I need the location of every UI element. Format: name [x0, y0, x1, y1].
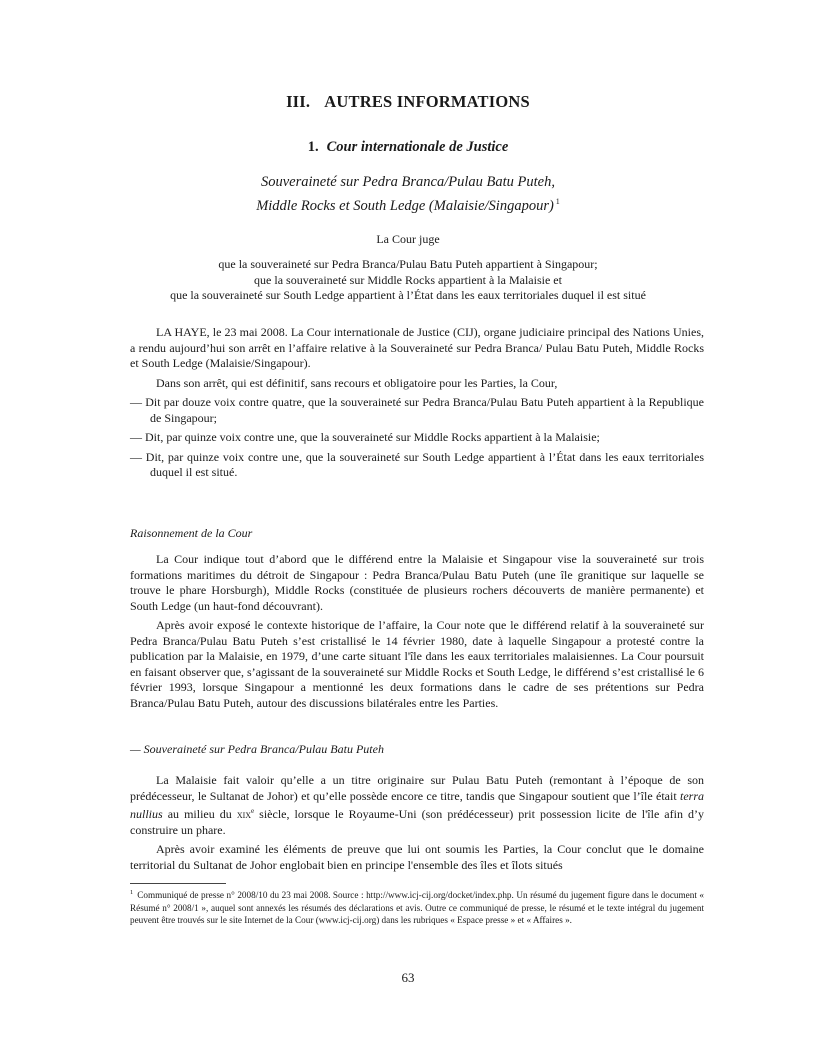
dispositif-list: [130, 395, 704, 481]
section-heading: [0, 139, 816, 156]
dispositif-item: — Dit par douze voix contre quatre, que la souveraineté sur Pedra Branca/Pulau Batu Puteh appartient à la Republique de Singapour;: [130, 395, 704, 425]
section-title: Cour internationale de Justice: [326, 139, 509, 155]
century-suffix: e: [251, 807, 255, 815]
page-number: 63: [401, 970, 415, 985]
case-title: [0, 173, 816, 216]
case-title-line-2: [0, 192, 816, 216]
chapter-heading: [0, 92, 816, 112]
chapter-title: AUTRES INFORMATIONS: [324, 92, 530, 111]
footnote-number: 1: [130, 889, 134, 896]
reasoning-block: [130, 552, 704, 711]
footnote-separator: [130, 883, 226, 884]
intro-block: [130, 325, 704, 481]
holding-line: que la souveraineté sur Middle Rocks appartient à la Malaisie et: [254, 272, 562, 287]
text-run: au milieu du: [162, 807, 237, 821]
chapter-number: III.: [286, 92, 311, 111]
century-numeral: xix: [236, 807, 252, 821]
intro-paragraph: Dans son arrêt, qui est définitif, sans recours et obligatoire pour les Parties, la Cour,: [156, 375, 558, 390]
sovereignty-paragraph: [130, 773, 704, 838]
holding-line: que la souveraineté sur South Ledge appartient à l’État dans les eaux territoriales duquel il est situé: [170, 288, 646, 302]
sovereignty-block: [130, 773, 704, 873]
footnote-text: Communiqué de presse n° 2008/10 du 23 mai 2008. Source : http://www.icj-cij.org/docket/index.php. Un résumé du jugement figure dans le document « Résumé n° 2008/1 », auquel sont annexés les résumés des déclarations et avis. Outre ce communiqué de presse, le résumé et le texte intégral du jugement peuvent être trouvés sur le site Internet de la Cour (www.icj-cij.org) dans les rubriques « Espace presse » et « Affaires ».: [130, 890, 704, 925]
holding-line: que la souveraineté sur Pedra Branca/Pulau Batu Puteh appartient à Singapour;: [218, 257, 598, 271]
sovereignty-paragraph: Après avoir examiné les éléments de preuve que lui ont soumis les Parties, la Cour conclut que le domaine territorial du Sultanat de Johor englobait bien en principe l'ensemble des îles et îlots situés: [130, 842, 704, 872]
holding-list: [0, 257, 816, 304]
reasoning-paragraph: Après avoir exposé le contexte historique de l’affaire, la Cour note que le différend relatif à la souveraineté sur Pedra Branca/Pulau Batu Puteh s’est cristallisé le 14 février 1980, date à laquelle Singapour a protesté contre la publication par la Malaisie, en 1979, d’une carte situant l'île dans les eaux territoriales malaisiennes. La Cour poursuit en faisant observer que, s’agissant de la souveraineté sur Middle Rocks et South Ledge, le différend s’est cristallisé le 6 février 1993, lorsque Singapour a mentionné les deux formations dans le cadre de ses prétentions sur Pedra Branca/Pulau Batu Puteh, autour des discussions bilatérales entre les Parties.: [130, 618, 704, 710]
section-number: 1.: [307, 139, 319, 155]
case-title-line-2-text: Middle Rocks et South Ledge (Malaisie/Singapour): [256, 198, 554, 214]
dispositif-item: — Dit, par quinze voix contre une, que la souveraineté sur Middle Rocks appartient à la Malaisie;: [130, 430, 600, 444]
intro-paragraph: LA HAYE, le 23 mai 2008. La Cour internationale de Justice (CIJ), organe judiciaire principal des Nations Unies, a rendu aujourd’hui son arrêt en l’affaire relative à la Souveraineté sur Pedra Branca/ Pulau Batu Puteh, Middle Rocks et South Ledge (Malaisie/Singapour).: [130, 325, 704, 370]
footnote: [130, 887, 704, 927]
text-run: La Malaisie fait valoir qu’elle a un titre originaire sur Pulau Batu Puteh (remontant à l’époque de son prédécesseur, le Sultanat de Johor) et qu’elle possède encore ce titre, tandis que Singapour soutient que l’île était: [130, 773, 704, 803]
reasoning-paragraph: La Cour indique tout d’abord que le différend entre la Malaisie et Singapour vise la souveraineté sur trois formations maritimes du détroit de Singapour : Pedra Branca/Pulau Batu Puteh (une île granitique sur laquelle se trouve le phare Horsburgh), Middle Rocks (constituée de plusieurs rochers découverts de manière permanente) et South Ledge (un haut-fond découvrant).: [130, 552, 704, 613]
sovereignty-heading: — Souveraineté sur Pedra Branca/Pulau Batu Puteh: [130, 742, 384, 756]
holding-intro: La Cour juge: [376, 232, 440, 246]
case-title-line-1: Souveraineté sur Pedra Branca/Pulau Batu Puteh,: [261, 174, 555, 190]
dispositif-item: — Dit, par quinze voix contre une, que la souveraineté sur South Ledge appartient à l’État dans les eaux territoriales duquel il est situé.: [130, 449, 704, 479]
reasoning-heading: Raisonnement de la Cour: [130, 526, 253, 540]
footnote-ref: 1: [555, 197, 560, 206]
latin-term: terra nullius: [130, 788, 704, 821]
text-run: siècle, lorsque le Royaume-Uni (son prédécesseur) prit possession licite de l'île afin d’y construire un phare.: [130, 807, 704, 837]
